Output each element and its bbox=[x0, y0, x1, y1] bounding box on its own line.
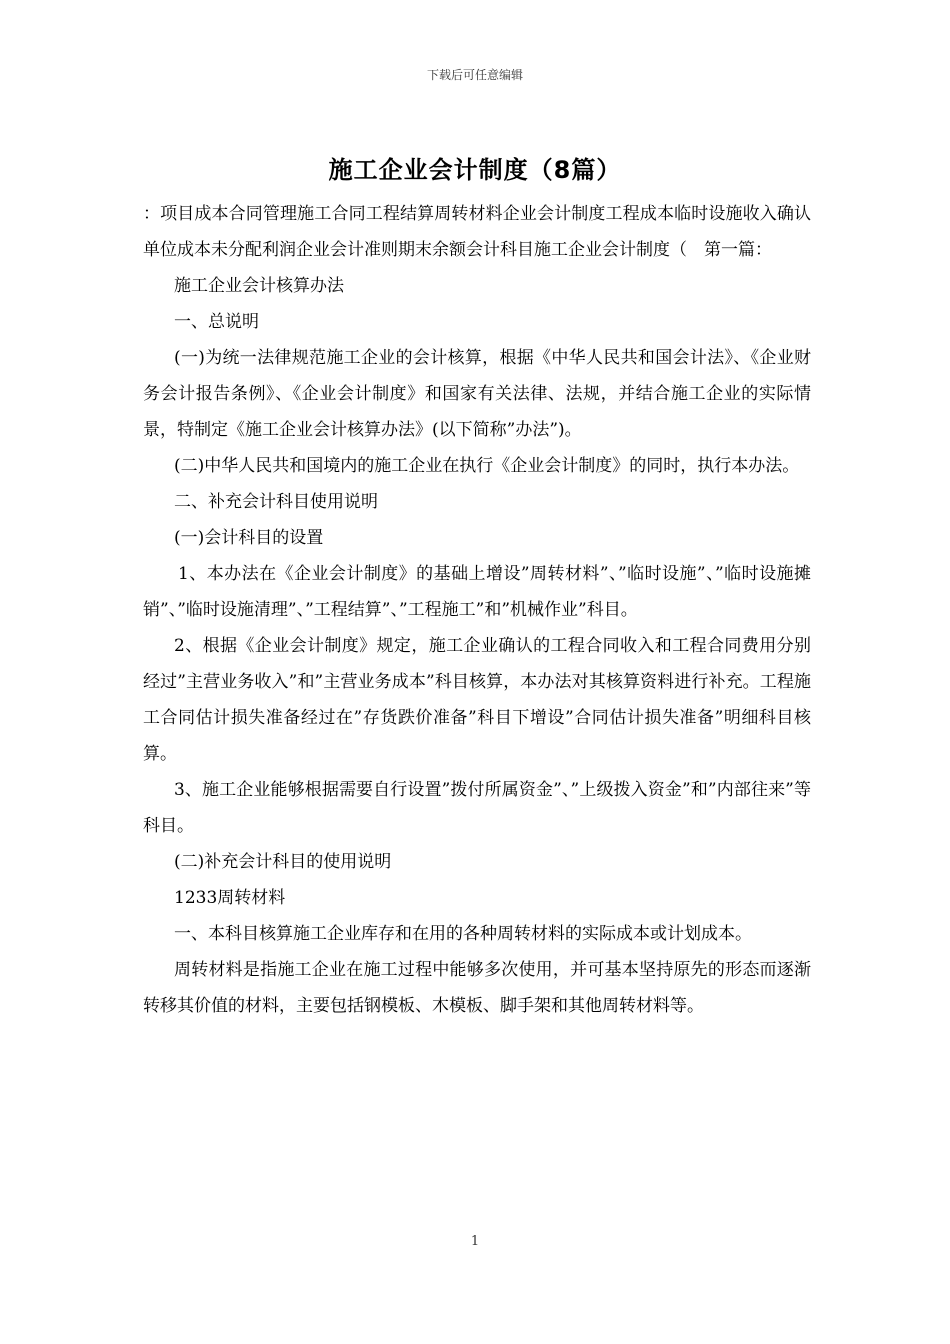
body-paragraph: 3、施工企业能够根据需要自行设置”拨付所属资金”、”上级拨入资金”和”内部往来”等科目。 bbox=[143, 780, 811, 836]
keywords-paragraph: ：项目成本合同管理施工合同工程结算周转材料企业会计制度工程成本临时设施收入确认单位成本未分配利润企业会计准则期末余额会计科目施工企业会计制度（ 第一篇： bbox=[143, 204, 811, 260]
body-paragraph: (一)为统一法律规范施工企业的会计核算，根据《中华人民共和国会计法》、《企业财务会计报告条例》、《企业会计制度》和国家有关法律、法规，并结合施工企业的实际情景，特制定《施工企业会计核算办法》(以下简称”办法”)。 bbox=[143, 348, 811, 440]
body-paragraph: 1、本办法在《企业会计制度》的基础上增设”周转材料”、”临时设施”、”临时设施摊销”、”临时设施清理”、”工程结算”、”工程施工”和”机械作业”科目。 bbox=[143, 564, 811, 620]
subsection-heading: (二)补充会计科目的使用说明 bbox=[174, 852, 392, 872]
account-heading: 1233周转材料 bbox=[174, 888, 286, 908]
body-paragraph: 一、本科目核算施工企业库存和在用的各种周转材料的实际成本或计划成本。 bbox=[174, 924, 752, 944]
header-note: 下载后可任意编辑 bbox=[426, 68, 523, 82]
section-heading: 一、总说明 bbox=[174, 312, 259, 332]
page-number: 1 bbox=[470, 1234, 480, 1249]
subsection-heading: (一)会计科目的设置 bbox=[174, 528, 324, 548]
section-heading: 施工企业会计核算办法 bbox=[174, 276, 344, 296]
document-body bbox=[143, 196, 811, 1024]
body-paragraph: (二)中华人民共和国境内的施工企业在执行《企业会计制度》的同时，执行本办法。 bbox=[174, 456, 800, 476]
document-title: 施工企业会计制度（8篇） bbox=[328, 156, 622, 184]
body-paragraph: 周转材料是指施工企业在施工过程中能够多次使用，并可基本坚持原先的形态而逐渐转移其价值的材料，主要包括钢模板、木模板、脚手架和其他周转材料等。 bbox=[143, 960, 811, 1016]
body-paragraph: 2、根据《企业会计制度》规定，施工企业确认的工程合同收入和工程合同费用分别经过”主营业务收入”和”主营业务成本”科目核算，本办法对其核算资料进行补充。工程施工合同估计损失准备经过在”存货跌价准备”科目下增设”合同估计损失准备”明细科目核算。 bbox=[143, 636, 811, 764]
section-heading: 二、补充会计科目使用说明 bbox=[174, 492, 378, 512]
